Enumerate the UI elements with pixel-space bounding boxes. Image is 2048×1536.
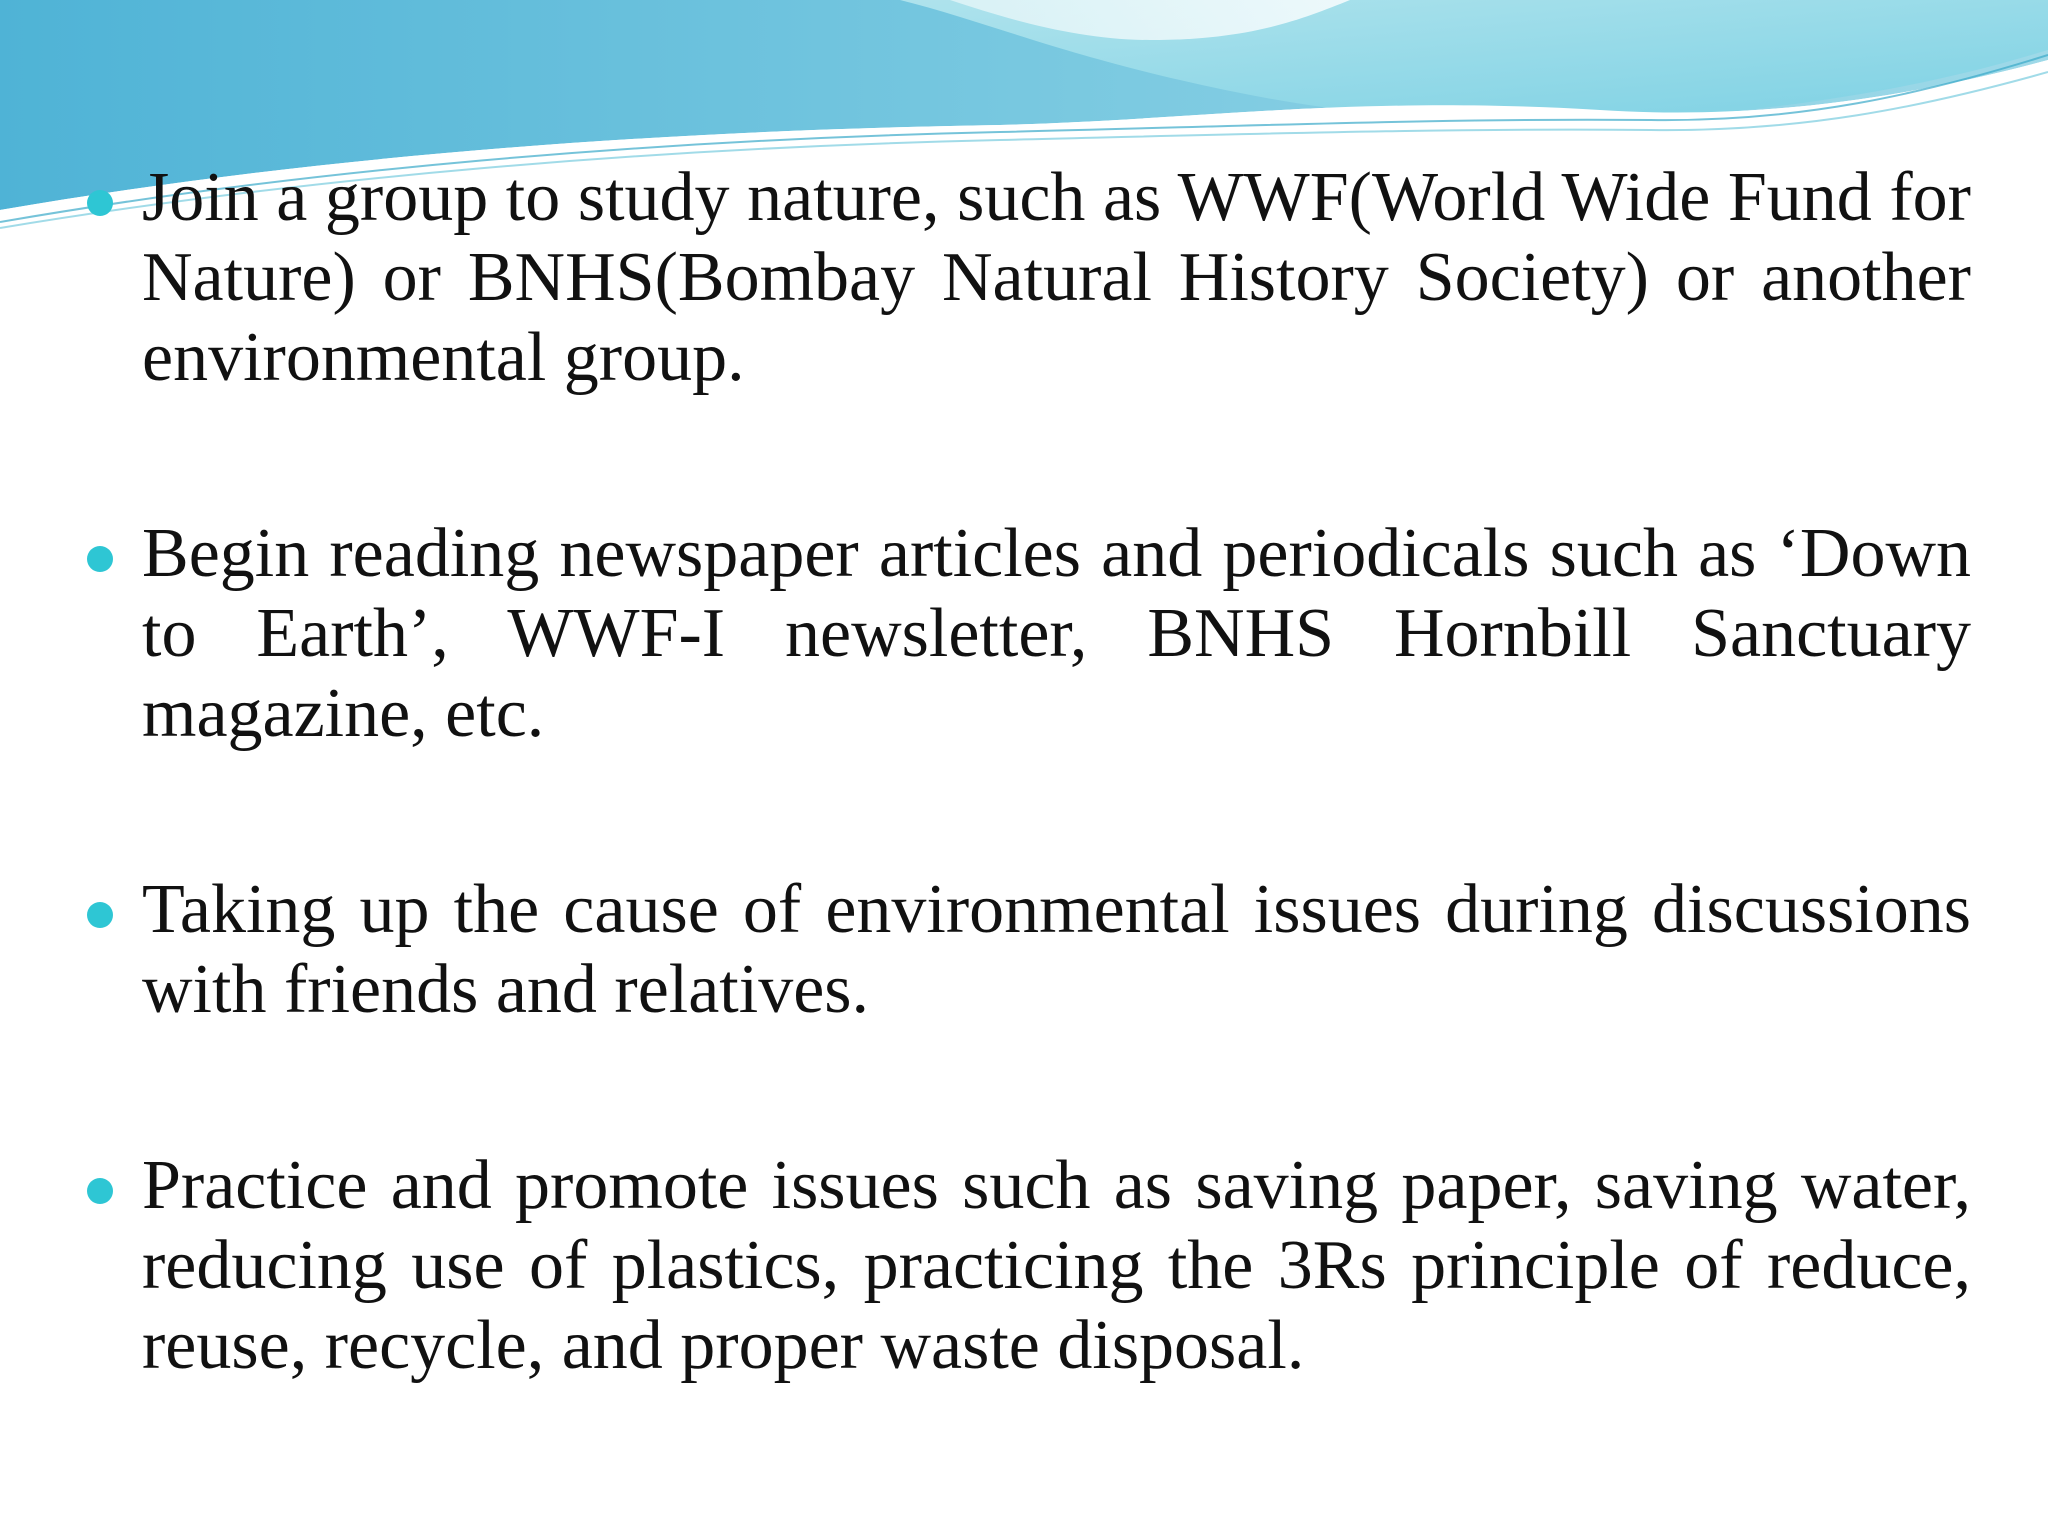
bullet-marker-icon [87,190,113,216]
bullet-text: Join a group to study nature, such as WWF(World Wide Fund for Nature) or BNHS(Bombay Natural History Society) or another environmental group. [142,159,1971,396]
bullet-marker-icon [87,902,113,928]
bullet-text: Begin reading newspaper articles and periodicals such as ‘Down to Earth’, WWF-I newsletter, BNHS Hornbill Sanctuary magazine, etc. [142,515,1971,752]
bullet-marker-icon [87,1178,113,1204]
bullet-text: Practice and promote issues such as saving paper, saving water, reducing use of plastics, practicing the 3Rs principle of reduce, reuse, recycle, and proper waste disposal. [142,1147,1971,1384]
bullet-marker-icon [87,546,113,572]
bullet-text: Taking up the cause of environmental issues during discussions with friends and relatives. [142,871,1971,1028]
